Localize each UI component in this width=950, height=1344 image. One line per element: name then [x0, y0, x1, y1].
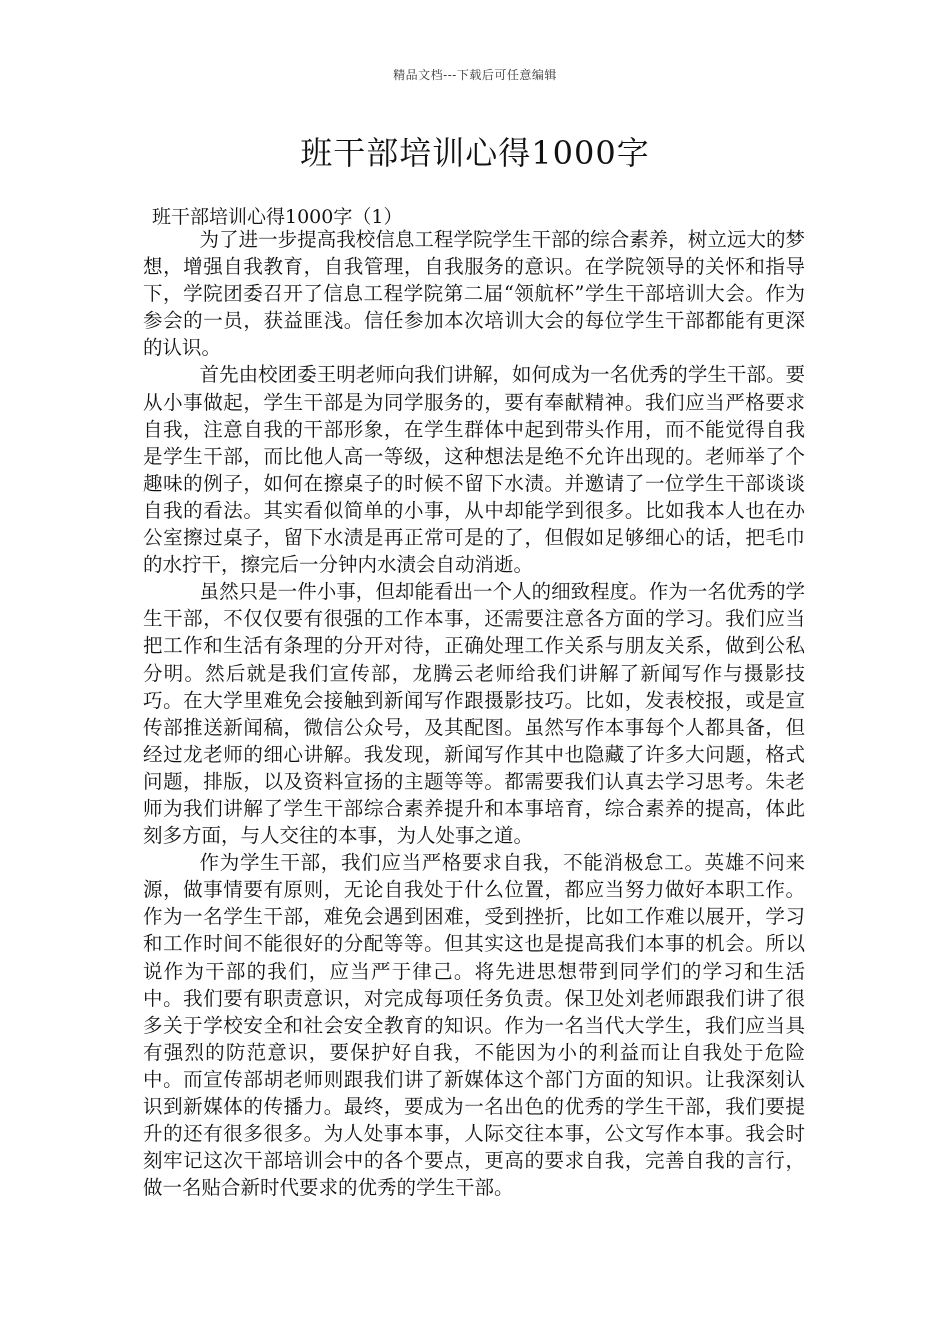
document-title: 班干部培训心得1000字 — [300, 134, 650, 172]
paragraph: 为了进一步提高我校信息工程学院学生干部的综合素养，树立远大的梦想，增强自我教育，自我管理，自我服务的意识。在学院领导的关怀和指导下，学院团委召开了信息工程学院第二届“领航杯”学生干部培训大会。作为参会的一员，获益匪浅。信任参加本次培训大会的每位学生干部都能有更深的认识。 — [143, 228, 805, 360]
section-subtitle: 班干部培训心得1000字（1） — [152, 206, 403, 228]
header-note: 精品文档---下载后可任意编辑 — [393, 68, 557, 82]
body-text — [143, 226, 805, 1201]
paragraph: 首先由校团委王明老师向我们讲解，如何成为一名优秀的学生干部。要从小事做起，学生干部是为同学服务的，要有奉献精神。我们应当严格要求自我，注意自我的干部形象，在学生群体中起到带头作用，而不能觉得自我是学生干部，而比他人高一等级，这种想法是绝不允许出现的。老师举了个趣味的例子，如何在擦桌子的时候不留下水渍。并邀请了一位学生干部谈谈自我的看法。其实看似简单的小事，从中却能学到很多。比如我本人也在办公室擦过桌子，留下水渍是再正常可是的了，但假如足够细心的话，把毛巾的水拧干，擦完后一分钟内水渍会自动消逝。 — [143, 363, 805, 577]
paragraph: 虽然只是一件小事，但却能看出一个人的细致程度。作为一名优秀的学生干部，不仅仅要有很强的工作本事，还需要注意各方面的学习。我们应当把工作和生活有条理的分开对待，正确处理工作关系与朋友关系，做到公私分明。然后就是我们宣传部，龙腾云老师给我们讲解了新闻写作与摄影技巧。在大学里难免会接触到新闻写作跟摄影技巧。比如，发表校报，或是宣传部推送新闻稿，微信公众号，及其配图。虽然写作本事每个人都具备，但经过龙老师的细心讲解。我发现，新闻写作其中也隐藏了许多大问题，格式问题，排版，以及资料宣扬的主题等等。都需要我们认真去学习思考。朱老师为我们讲解了学生干部综合素养提升和本事培育，综合素养的提高，体此刻多方面，与人交往的本事，为人处事之道。 — [143, 580, 805, 848]
paragraph: 作为学生干部，我们应当严格要求自我，不能消极怠工。英雄不问来源，做事情要有原则，无论自我处于什么位置，都应当努力做好本职工作。作为一名学生干部，难免会遇到困难，受到挫折，比如工作难以展开，学习和工作时间不能很好的分配等等。但其实这也是提高我们本事的机会。所以说作为干部的我们，应当严于律己。将先进思想带到同学们的学习和生活中。我们要有职责意识，对完成每项任务负责。保卫处刘老师跟我们讲了很多关于学校安全和社会安全教育的知识。作为一名当代大学生，我们应当具有强烈的防范意识，要保护好自我，不能因为小的利益而让自我处于危险中。而宣传部胡老师则跟我们讲了新媒体这个部门方面的知识。让我深刻认识到新媒体的传播力。最终，要成为一名出色的优秀的学生干部，我们要提升的还有很多很多。为人处事本事，人际交往本事，公文写作本事。我会时刻牢记这次干部培训会中的各个要点，更高的要求自我，完善自我的言行，做一名贴合新时代要求的优秀的学生干部。 — [143, 851, 805, 1200]
